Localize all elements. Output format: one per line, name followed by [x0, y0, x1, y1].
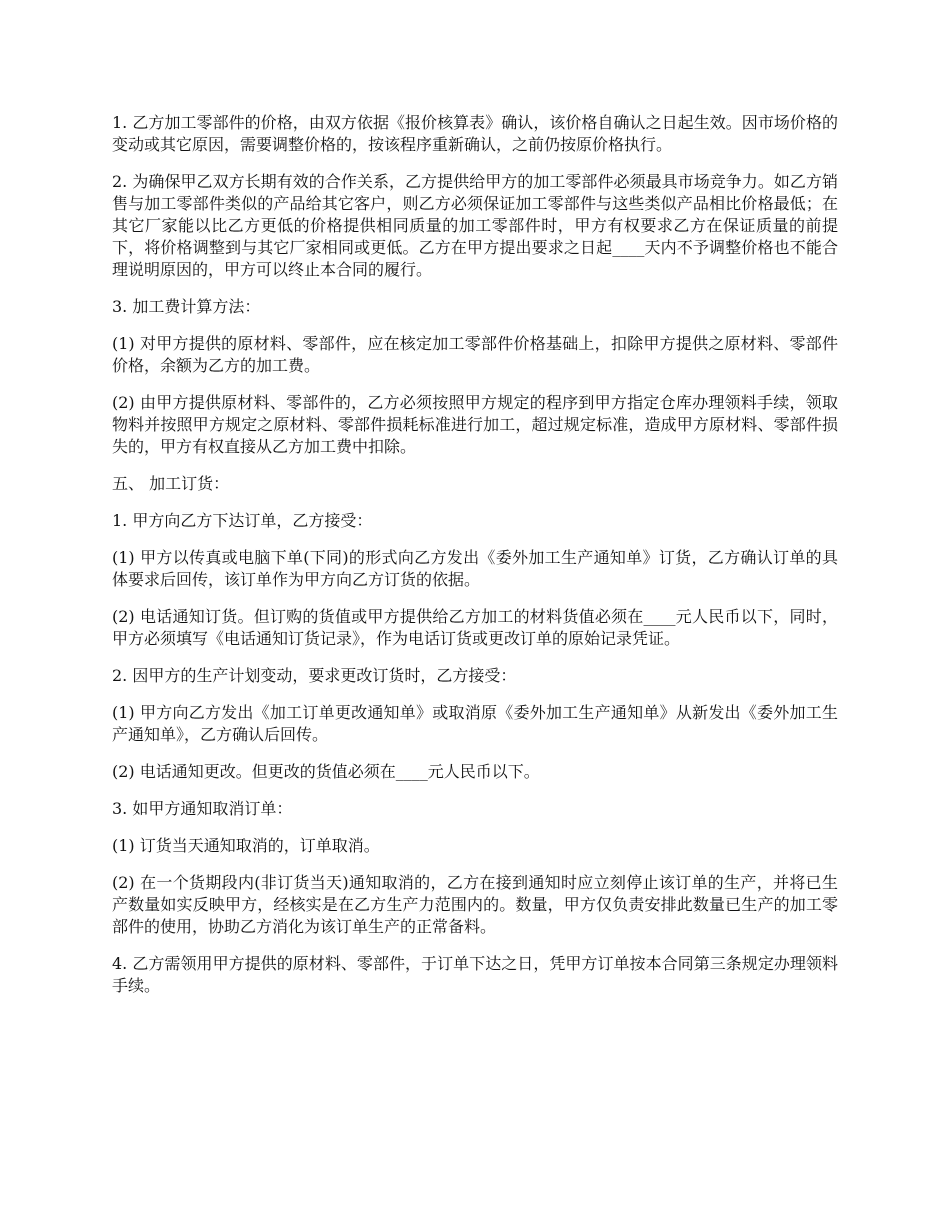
paragraph-material-pickup: 4. 乙方需领用甲方提供的原材料、零部件，于订单下达之日，凭甲方订单按本合同第三条规定办理领料手续。 [112, 954, 838, 995]
section-heading-orders: 五、 加工订货： [112, 474, 230, 493]
paragraph-order-change-notice: (1) 甲方向乙方发出《加工订单更改通知单》或取消原《委外加工生产通知单》从新发出《委外加工生产通知单》，乙方确认后回传。 [112, 703, 838, 744]
paragraph-order-change-phone: (2) 电话通知更改。但更改的货值必须在____元人民币以下。 [112, 762, 540, 781]
paragraph-fee-method-heading: 3. 加工费计算方法： [112, 297, 261, 316]
paragraph-order-issue-heading: 1. 甲方向乙方下达订单，乙方接受： [112, 511, 373, 530]
paragraph-order-fax: (1) 甲方以传真或电脑下单(下同)的形式向乙方发出《委外加工生产通知单》订货，乙方确认订单的具体要求后回传，该订单作为甲方向乙方订货的依据。 [112, 548, 838, 589]
paragraph-order-change-heading: 2. 因甲方的生产计划变动，要求更改订货时，乙方接受： [112, 666, 517, 685]
paragraph-fee-method-2: (2) 由甲方提供原材料、零部件的，乙方必须按照甲方规定的程序到甲方指定仓库办理领料手续，领取物料并按照甲方规定之原材料、零部件损耗标准进行加工，超过规定标准，造成甲方原材料、零部件损失的，甲方有权直接从乙方加工费中扣除。 [112, 393, 838, 456]
paragraph-order-phone: (2) 电话通知订货。但订购的货值或甲方提供给乙方加工的材料货值必须在____元人民币以下，同时，甲方必须填写《电话通知订货记录》，作为电话订货或更改订单的原始记录凭证。 [112, 607, 838, 648]
paragraph-order-cancel-heading: 3. 如甲方通知取消订单： [112, 799, 293, 818]
paragraph-competitiveness: 2. 为确保甲乙双方长期有效的合作关系，乙方提供给甲方的加工零部件必须最具市场竞争力。如乙方销售与加工零部件类似的产品给其它客户，则乙方必须保证加工零部件与这些类似产品相比价格最低；在其它厂家能以比乙方更低的价格提供相同质量的加工零部件时，甲方有权要求乙方在保证质量的前提下，将价格调整到与其它厂家相同或更低。乙方在甲方提出要求之日起____天内不予调整价格也不能合理说明原因的，甲方可以终止本合同的履行。 [112, 172, 838, 279]
paragraph-fee-method-1: (1) 对甲方提供的原材料、零部件，应在核定加工零部件价格基础上，扣除甲方提供之原材料、零部件价格，余额为乙方的加工费。 [112, 334, 838, 375]
paragraph-price-confirmation: 1. 乙方加工零部件的价格，由双方依据《报价核算表》确认，该价格自确认之日起生效。因市场价格的变动或其它原因，需要调整价格的，按该程序重新确认，之前仍按原价格执行。 [112, 113, 838, 154]
paragraph-order-cancel-same-day: (1) 订货当天通知取消的，订单取消。 [112, 836, 380, 855]
paragraph-order-cancel-period: (2) 在一个货期段内(非订货当天)通知取消的，乙方在接到通知时应立刻停止该订单的生产，并将已生产数量如实反映甲方，经核实是在乙方生产力范围内的。数量，甲方仅负责安排此数量已生产的加工零部件的使用，协助乙方消化为该订单生产的正常备料。 [112, 873, 838, 936]
document-page [112, 112, 838, 1012]
